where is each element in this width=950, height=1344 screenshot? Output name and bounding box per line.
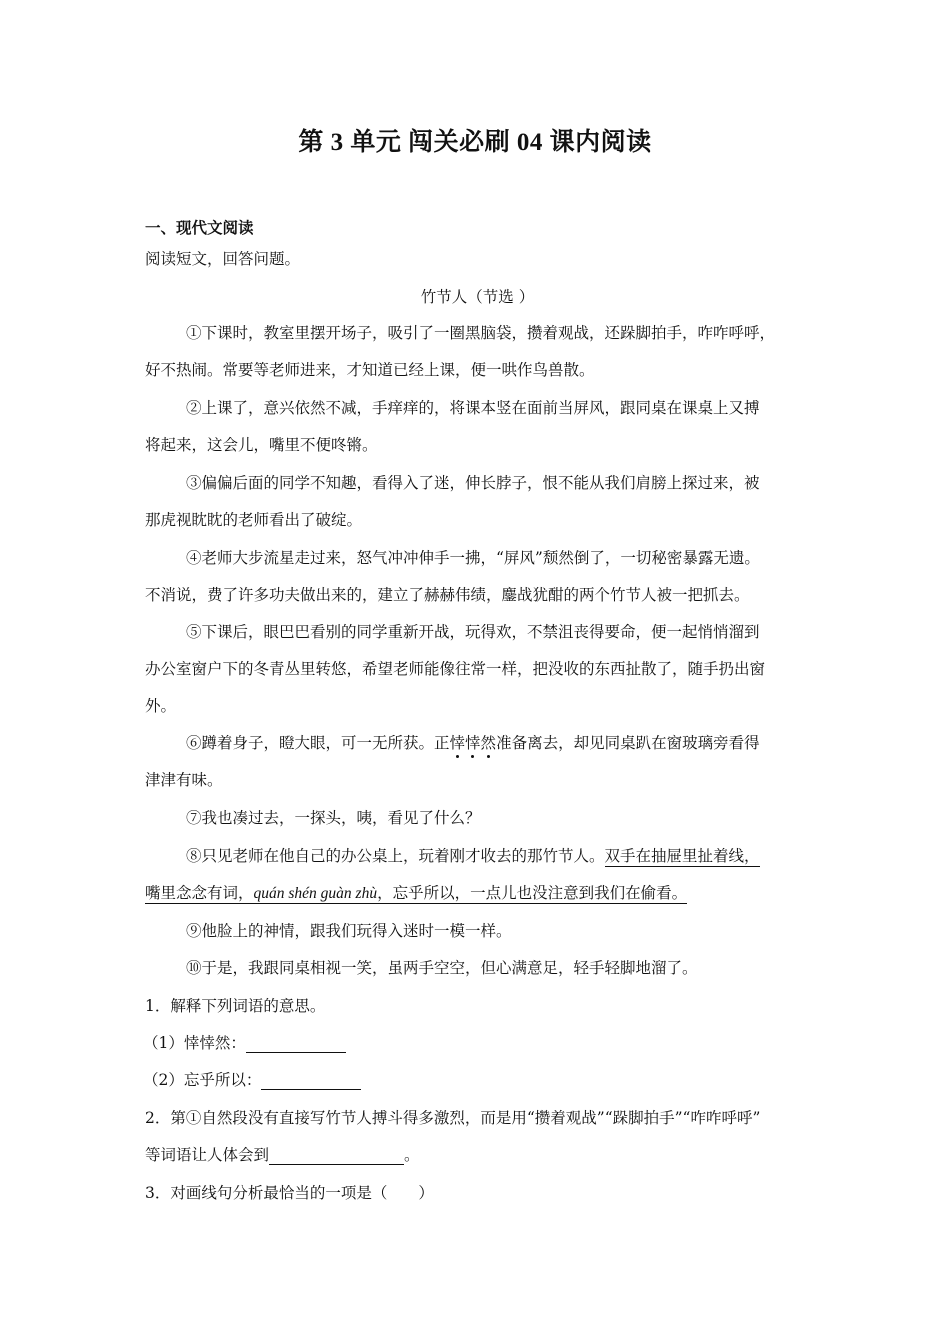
emphasis-dot-char: 悻: [449, 734, 466, 752]
paragraph-7: ⑦我也凑过去，一探头，咦，看见了什么？: [186, 809, 481, 827]
question-1-1-label: （1）悻悻然：: [143, 1034, 246, 1052]
paragraph-8-line-2: [145, 883, 810, 904]
underlined-sentence: [145, 884, 687, 904]
paragraph-1-line-1: ①下课时，教室里摆开场子，吸引了一圈黑脑袋，攒着观战，还跺脚拍手，咋咋呼呼，: [186, 324, 776, 342]
emphasis-dot-char: 然: [480, 734, 497, 752]
underlined-text: ，忘乎所以，一点儿也没注意到我们在偷看。: [377, 884, 688, 902]
answer-blank[interactable]: [261, 1073, 361, 1090]
question-2-text: 。: [404, 1146, 420, 1164]
paragraph-2-line-1: ②上课了，意兴依然不减，手痒痒的，将课本竖在面前当屏风，跟同桌在课桌上又搏: [186, 399, 760, 417]
paragraph-5-line-1: ⑤下课后，眼巴巴看别的同学重新开战，玩得欢，不禁沮丧得要命，便一起悄悄溜到: [186, 623, 760, 641]
question-2-line-1: 2．第①自然段没有直接写竹节人搏斗得多激烈，而是用“攒着观战”“跺脚拍手”“咋咋呼呼”: [145, 1109, 761, 1127]
question-1-2-label: （2）忘乎所以：: [143, 1071, 262, 1089]
paragraph-2-line-2: 将起来，这会儿，嘴里不便咚锵。: [145, 436, 378, 454]
paragraph-1-line-2: 好不热闹。常要等老师进来，才知道已经上课，便一哄作鸟兽散。: [145, 361, 595, 379]
question-1-1: [143, 1033, 808, 1053]
question-1-2: [143, 1070, 808, 1090]
underlined-sentence: 双手在抽屉里扯着线，: [604, 847, 760, 865]
answer-blank[interactable]: [269, 1148, 404, 1165]
pinyin-text: quán shén guàn zhù: [253, 885, 378, 902]
paragraph-10: ⑩于是，我跟同桌相视一笑，虽两手空空，但心满意足，轻手轻脚地溜了。: [186, 959, 698, 977]
paragraph-4-line-2: 不消说，费了许多功夫做出来的，建立了赫赫伟绩，鏖战犹酣的两个竹节人被一把抓去。: [145, 586, 750, 604]
paragraph-8-text: ⑧只见老师在他自己的办公桌上，玩着刚才收去的那竹节人。: [186, 847, 605, 865]
emphasis-dot-char: 悻: [465, 734, 481, 752]
paragraph-6-text: 准备离去，却见同桌趴在窗玻璃旁看得: [496, 734, 760, 752]
question-3: 3．对画线句分析最恰当的一项是（ ）: [145, 1184, 434, 1202]
page-title: 第 3 单元 闯关必刷 04 课内阅读: [298, 129, 652, 156]
passage-title: 竹节人（节选 ）: [420, 288, 535, 306]
paragraph-5-line-2: 办公室窗户下的冬青丛里转悠，希望老师能像往常一样，把没收的东西扯散了，随手扔出窗: [145, 660, 766, 678]
question-2-text: 等词语让人体会到: [145, 1146, 270, 1164]
section-instruction: 阅读短文，回答问题。: [145, 250, 301, 268]
paragraph-6-line-2: 津津有味。: [145, 771, 223, 789]
paragraph-5-line-3: 外。: [145, 697, 177, 715]
paragraph-3-line-2: 那虎视眈眈的老师看出了破绽。: [145, 511, 363, 529]
paragraph-8-line-1: [186, 846, 810, 866]
section-heading: 一、现代文阅读: [145, 218, 254, 237]
question-2-line-2: [145, 1145, 810, 1165]
paragraph-6-line-1: [186, 733, 810, 753]
paragraph-3-line-1: ③偏偏后面的同学不知趣，看得入了迷，伸长脖子，恨不能从我们肩膀上探过来，被: [186, 474, 760, 492]
paragraph-9: ⑨他脸上的神情，跟我们玩得入迷时一模一样。: [186, 922, 512, 940]
underlined-text: 嘴里念念有词，: [145, 884, 254, 902]
question-1: 1．解释下列词语的意思。: [145, 997, 326, 1015]
answer-blank[interactable]: [246, 1036, 346, 1053]
paragraph-6-text: ⑥蹲着身子，瞪大眼，可一无所获。正: [186, 734, 450, 752]
paragraph-4-line-1: ④老师大步流星走过来，怒气冲冲伸手一拂，“屏风”颓然倒了，一切秘密暴露无遗。: [186, 549, 760, 567]
